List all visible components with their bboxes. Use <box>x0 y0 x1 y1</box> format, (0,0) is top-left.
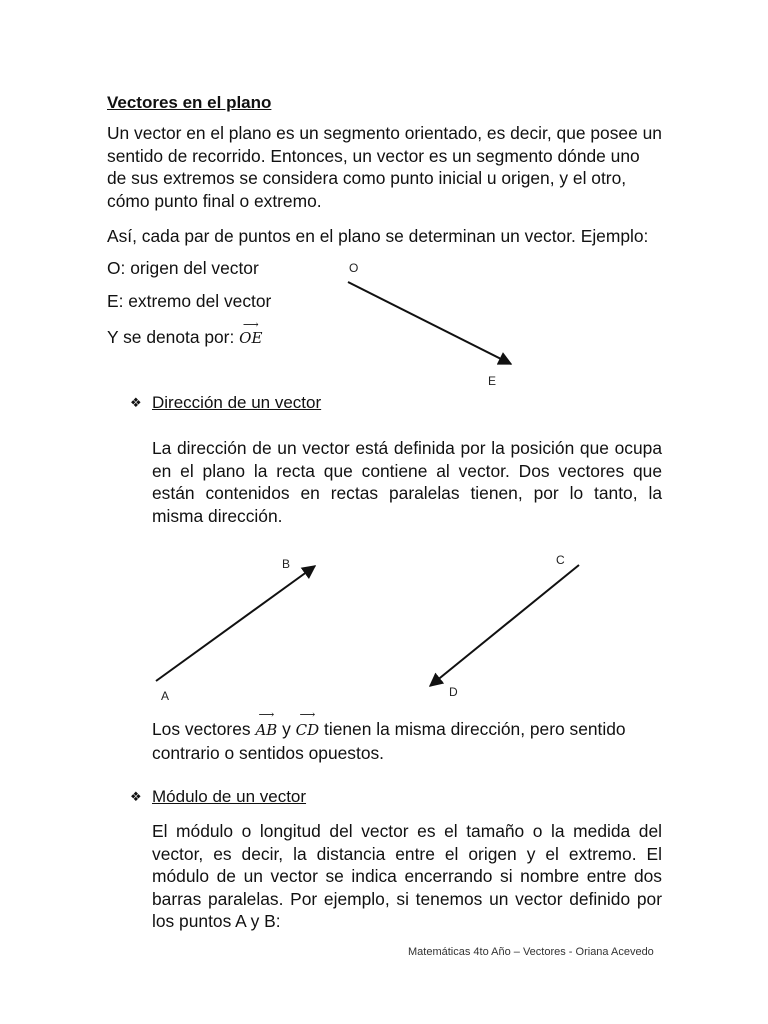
vector-cd-line <box>430 565 579 686</box>
vector-ab-diagram <box>156 557 315 703</box>
direction-paragraph: La dirección de un vector está definida por la posición que ocupa en el plano la recta que contiene al vector. Dos vectores que están contenidos en rectas paralelas tienen, por lo tanto, la misma dirección. <box>152 438 662 526</box>
page-footer: Matemáticas 4to Año – Vectores - Oriana Acevedo <box>408 946 654 958</box>
end-definition: E: extremo del vector <box>107 291 272 311</box>
intro-paragraph: Un vector en el plano es un segmento orientado, es decir, que posee un sentido de recorrido. Entonces, un vector es un segmento dónde uno de sus extremos se considera como punto inicial u origen, y el otro, cómo punto final o extremo. <box>107 123 662 211</box>
notation-prefix: Y se denota por: <box>107 327 240 347</box>
origin-definition: O: origen del vector <box>107 258 259 278</box>
vector-oe-line <box>348 282 511 364</box>
vector-ab-name: AB <box>255 721 278 739</box>
point-d-label: D <box>449 685 458 699</box>
vector-arrow-icon: ⟶ <box>258 708 275 721</box>
vector-arrow-icon: ⟶ <box>242 318 259 331</box>
vector-arrow-icon: ⟶ <box>299 708 316 721</box>
vector-cd-diagram <box>430 553 579 699</box>
vector-ab-line <box>156 566 315 681</box>
section-title: Vectores en el plano <box>107 93 272 112</box>
point-c-label: C <box>556 553 565 567</box>
vectors-suffix: tienen la misma dirección, pero sentido <box>319 719 626 739</box>
diamond-bullet-icon: ❖ <box>130 789 142 804</box>
point-b-label: B <box>282 557 291 571</box>
point-o-label: O <box>349 261 359 275</box>
point-e-label: E <box>488 374 497 388</box>
vectors-line2: contrario o sentidos opuestos. <box>152 742 385 763</box>
module-heading-text: Módulo de un vector <box>152 787 307 806</box>
vector-oe-diagram <box>348 261 511 388</box>
vectors-middle: y <box>277 719 296 739</box>
vector-oe-name: OE <box>239 329 263 347</box>
module-paragraph: El módulo o longitud del vector es el tamaño o la medida del vector, es decir, la distancia entre el origen y el extremo. El módulo de un vector se indica encerrando si nombre entre dos barras paralelas. Por ejemplo, si tenemos un vector definido por los puntos A y B: <box>152 821 662 931</box>
direction-heading-text: Dirección de un vector <box>152 393 322 412</box>
point-a-label: A <box>161 689 170 703</box>
example-line: Así, cada par de puntos en el plano se determinan un vector. Ejemplo: <box>107 226 649 246</box>
diamond-bullet-icon: ❖ <box>130 395 142 410</box>
vector-cd-name: CD <box>295 721 320 739</box>
vectors-prefix: Los vectores <box>152 719 256 739</box>
